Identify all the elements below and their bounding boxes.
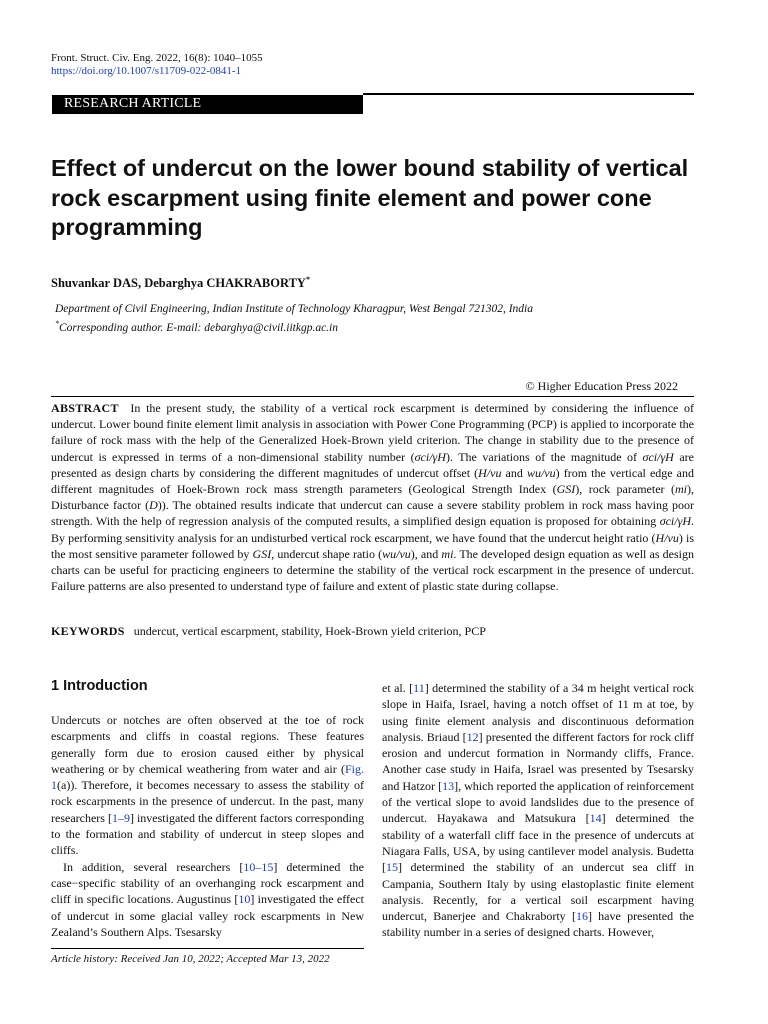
reference-link[interactable]: 1–9 — [111, 810, 130, 825]
article-title: Effect of undercut on the lower bound stability of vertical rock escarpment using finite element and power cone programming — [51, 155, 689, 240]
reference-link[interactable]: 13 — [442, 778, 455, 793]
footnote-divider — [51, 948, 364, 949]
copyright-notice: © Higher Education Press 2022 — [525, 379, 678, 393]
reference-link[interactable]: 14 — [589, 811, 602, 826]
article-type-label: RESEARCH ARTICLE — [64, 96, 202, 111]
corresponding-author: *Corresponding author. E-mail: debarghya@civil.iitkgp.ac.in — [55, 319, 338, 334]
banner-rule — [363, 93, 694, 95]
author-list — [51, 275, 310, 291]
figure-link[interactable]: Fig. 1 — [51, 761, 364, 793]
reference-link[interactable]: 10 — [238, 892, 251, 907]
body-column-left — [51, 712, 364, 940]
paragraph: Undercuts or notches are often observed at the toe of rock escarpments and cliffs in coastal regions. These features generally form due to erosion caused either by physical weathering or by chemical weathering from water and air (Fig. 1(a)). Therefore, it becomes necessary to assess the stability of rock escarpments in the presence of undercut. In the past, many researchers [1–9] investigated the different factors corresponding to the formation and stability of undercut in steep slopes and cliffs. — [51, 713, 364, 858]
keywords-label: KEYWORDS — [51, 624, 125, 638]
keywords-block — [51, 624, 694, 639]
abstract-label: ABSTRACT — [51, 401, 119, 415]
abstract-block: ABSTRACT In the present study, the stability of a vertical rock escarpment is determined by considering the influence of undercut. Lower bound finite element limit analysis in association with Power Cone Programming (PCP) is applied to incorporate the failure of rock mass with the help of the Generalized Hoek-Brown yield criterion. The change in stability due to the presence of undercut is expressed in terms of a non-dimensional stability number (σci/γH). The variations of the magnitude of σci/γH are presented as design charts by considering the different magnitudes of undercut offset (H/vu and wu/vu) from the vertical edge and different magnitudes of Hoek-Brown rock mass strength parameters (Geological Strength Index (GSI), rock parameter (mi), Disturbance factor (D)). The obtained results indicate that undercut can cause a severe stability problem in rock mass having poor strength. With the help of regression analysis of the computed results, a simplified design equation is proposed for obtaining σci/γH. By performing sensitivity analysis for an undisturbed vertical rock escarpment, we have found that the undercut height ratio (H/vu) is the most sensitive parameter followed by GSI, undercut shape ratio (wu/vu), and mi. The developed design equation as well as design charts can be useful for practicing engineers to determine the stability of the vertical rock escarpment in the presence of undercut. Failure patterns are also presented to understand type of failure and extent of plastic state during collapse. — [51, 401, 695, 594]
paragraph: In addition, several researchers [10–15] determined the case−specific stability of an overhanging rock escarpment and cliff in specific locations. Augustinus [10] investigated the effect of undercut in some glacial valley rock escarpments in New Zealand’s Southern Alps. Tsesarsky — [51, 859, 364, 939]
reference-link[interactable]: 12 — [466, 729, 479, 744]
reference-link[interactable]: 11 — [413, 681, 425, 695]
abstract-divider — [51, 396, 694, 397]
reference-link[interactable]: 16 — [575, 909, 588, 924]
corresponding-mark: * — [305, 275, 310, 284]
keywords-text: undercut, vertical escarpment, stability, Hoek-Brown yield criterion, PCP — [133, 624, 486, 638]
journal-citation: Front. Struct. Civ. Eng. 2022, 16(8): 1040–1055 — [51, 52, 263, 64]
article-history: Article history: Received Jan 10, 2022; Accepted Mar 13, 2022 — [51, 953, 330, 965]
reference-link[interactable]: 10–15 — [243, 859, 274, 874]
affiliation: Department of Civil Engineering, Indian Institute of Technology Kharagpur, West Bengal 721302, India — [55, 303, 533, 315]
reference-link[interactable]: 15 — [386, 860, 398, 875]
section-heading: 1 Introduction — [51, 678, 148, 694]
authors-text: Shuvankar DAS, Debarghya CHAKRABORTY — [51, 276, 306, 291]
paragraph: et al. [11] determined the stability of a 34 m height vertical rock slope in Haifa, Israel, having a notch offset of 11 m at toe, by using finite element analysis and discontinuous deformation analysis. Briaud [12] presented the different factors for rock cliff erosion and undercut formation in Normandy cliffs, France. Another case study in Haifa, Israel was presented by Tsesarsky and Hatzor [13], which reported the application of reinforcement of the vertical slope to avoid landslides due to the presence of undercut. Hayakawa and Matsukura [14] determined the stability of a waterfall cliff face in the presence of undercuts at Niagara Falls, USA, by using cantilever model analysis. Budetta [15] determined the stability of an undercut sea cliff in Campania, Southern Italy by using elastoplastic finite element analysis. Recently, for a vertical soil escarpment having undercut, Banerjee and Chakraborty [16] have presented the stability number in a series of designed charts. However, — [382, 681, 695, 940]
doi-link[interactable]: https://doi.org/10.1007/s11709-022-0841-1 — [51, 65, 242, 77]
body-column-right — [382, 680, 694, 941]
